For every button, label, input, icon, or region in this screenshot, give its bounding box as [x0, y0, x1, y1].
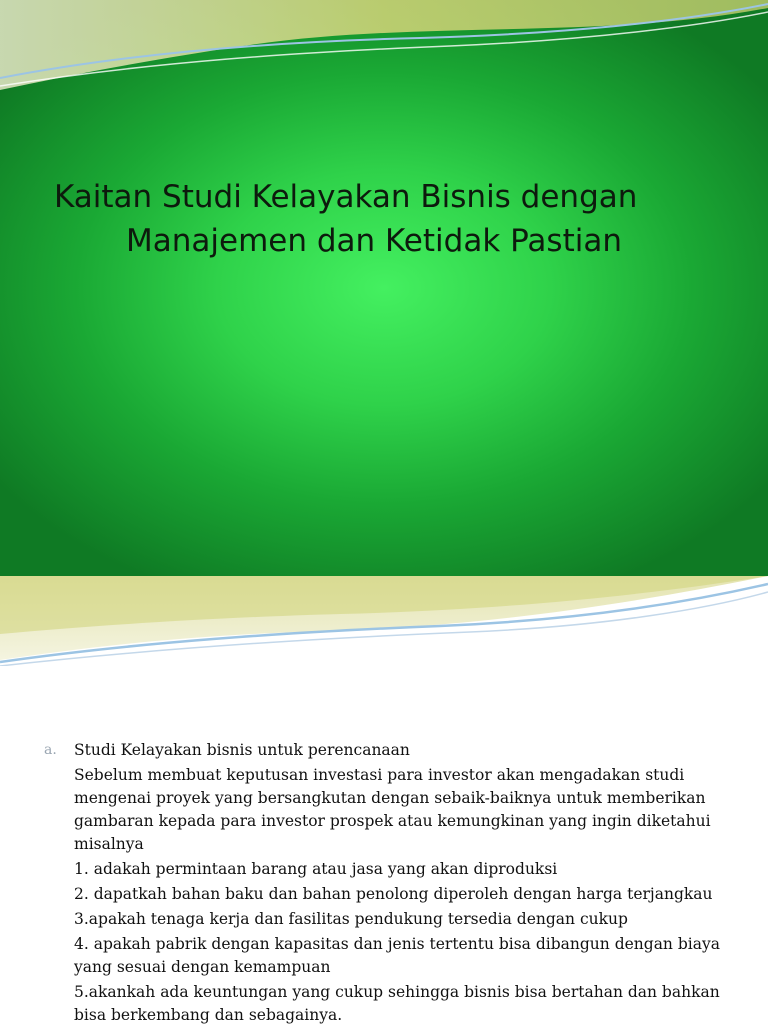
intro-paragraph: Sebelum membuat keputusan investasi para investor akan mengadakan studi mengenai proyek yang bersangkutan dengan sebaik-baiknya untuk memberikan gambaran kepada para investor prospek atau kemungkinan yang ingin diketahui misalnya: [74, 766, 711, 853]
content-body: [44, 739, 734, 1027]
section-heading: Studi Kelayakan bisnis untuk perencanaan: [74, 741, 410, 759]
list-item: 3.apakah tenaga kerja dan fasilitas pendukung tersedia dengan cukup: [74, 910, 628, 928]
title-line-2: Manajemen dan Ketidak Pastian: [126, 223, 622, 259]
list-item: 5.akankah ada keuntungan yang cukup sehingga bisnis bisa bertahan dan bahkan bisa berkembang dan sebagainya.: [74, 983, 720, 1024]
bullet-marker: a.: [44, 742, 57, 758]
slide-title: [50, 175, 750, 263]
bullet-heading-row: [44, 739, 734, 762]
list-item: 4. apakah pabrik dengan kapasitas dan jenis tertentu bisa dibangun dengan biaya yang sesuai dengan kemampuan: [74, 935, 720, 976]
top-decorative-wave: [0, 0, 768, 90]
content-slide: [0, 666, 768, 1024]
list-item: 1. adakah permintaan barang atau jasa yang akan diproduksi: [74, 860, 558, 878]
list-item: 2. dapatkah bahan baku dan bahan penolong diperoleh dengan harga terjangkau: [74, 885, 713, 903]
title-line-1: Kaitan Studi Kelayakan Bisnis dengan: [54, 179, 638, 215]
slide-separator-wave: [0, 576, 768, 666]
